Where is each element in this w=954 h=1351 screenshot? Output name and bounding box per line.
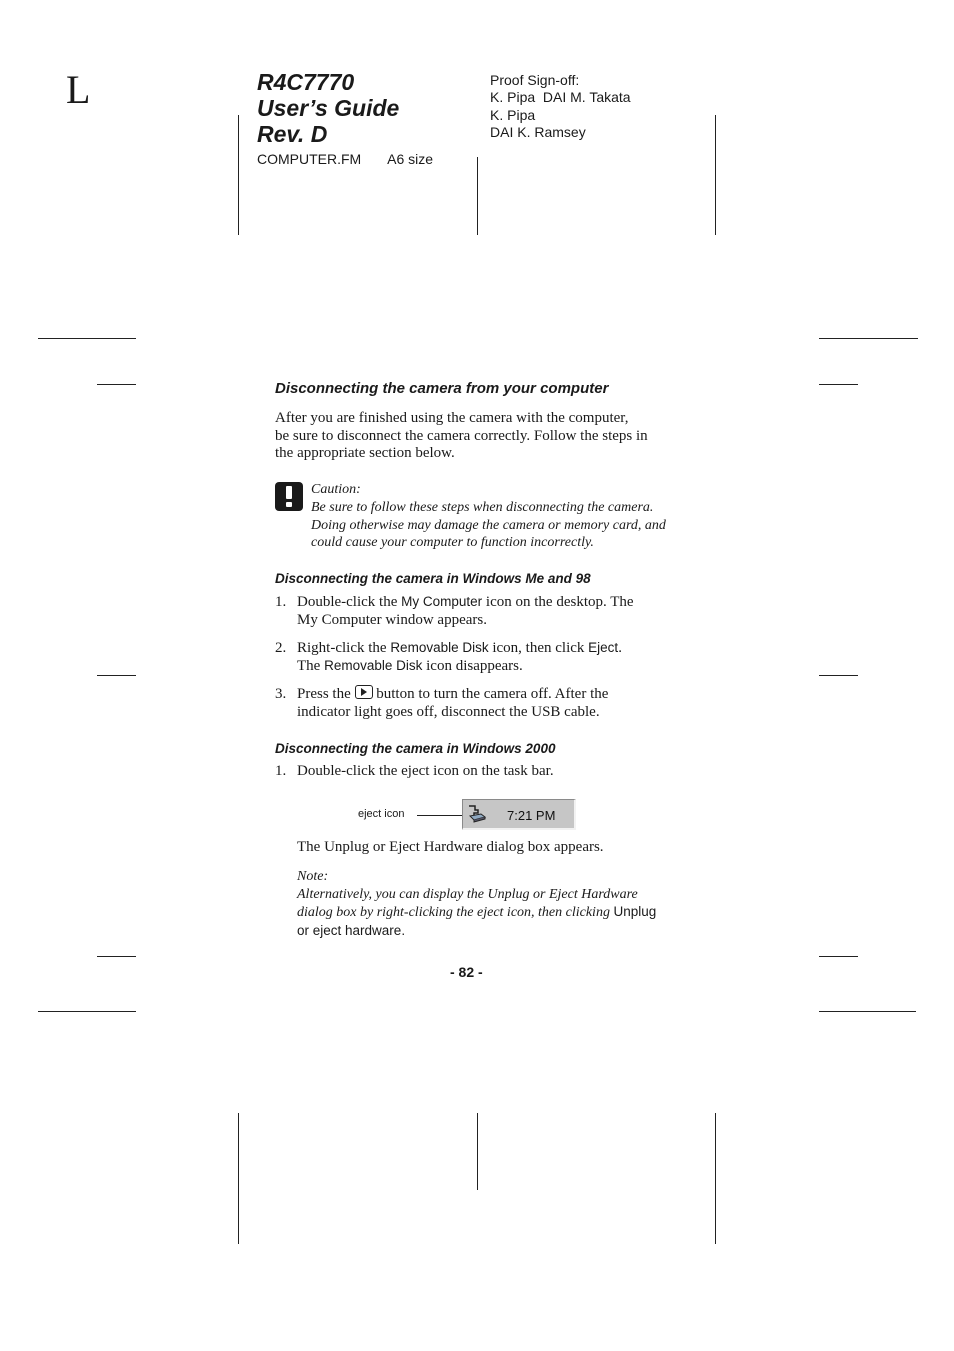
- text-span: .: [618, 640, 622, 656]
- crop-mark: [38, 1011, 136, 1012]
- file-name: COMPUTER.FM: [257, 151, 362, 167]
- list-item: [275, 593, 665, 629]
- crop-mark: [238, 1113, 239, 1244]
- system-tray: [462, 799, 576, 830]
- crop-mark: [715, 1113, 716, 1244]
- text-span: button to turn the camera off. After the: [372, 686, 609, 702]
- caution-block: [311, 481, 666, 552]
- list-item: [275, 685, 665, 721]
- crop-mark: [38, 338, 136, 339]
- crop-mark: [819, 956, 858, 957]
- proof-signoff: [490, 72, 631, 141]
- proof-title: Proof Sign-off:: [490, 72, 580, 88]
- text-span: The: [297, 658, 325, 674]
- proof-line: K. Pipa: [490, 106, 536, 123]
- note-title: Note:: [297, 869, 329, 884]
- callout-leader-line: [417, 815, 462, 816]
- intro-paragraph: [275, 410, 648, 463]
- title-line: User’s Guide: [257, 95, 400, 121]
- crop-mark: [97, 675, 136, 676]
- text-span: Right-click the: [297, 640, 391, 656]
- title-line: R4C7770: [257, 69, 355, 95]
- crop-mark: [97, 384, 136, 385]
- text-line: Doing otherwise may damage the camera or memory card, and: [311, 517, 666, 533]
- subsection-heading: Disconnecting the camera in Windows Me and 98: [275, 571, 591, 586]
- proof-line: DAI K. Ramsey: [490, 123, 586, 140]
- step-number: 1.: [275, 763, 287, 779]
- text-span: icon disappears.: [422, 658, 523, 674]
- title-line: Rev. D: [257, 121, 328, 147]
- caution-title: Caution:: [311, 482, 361, 497]
- text-line: Be sure to follow these steps when disconnecting the camera.: [311, 499, 654, 515]
- text-line: After you are finished using the camera with the computer,: [275, 410, 629, 426]
- crop-mark: [819, 338, 918, 339]
- corner-mark: L: [66, 67, 91, 112]
- text-line: Alternatively, you can display the Unplug or Eject Hardware: [297, 886, 638, 902]
- text-span: Double-click the: [297, 594, 402, 610]
- text-span: icon on the desktop. The: [482, 594, 634, 610]
- step-number: 2.: [275, 640, 287, 656]
- eject-icon-callout-label: eject icon: [358, 808, 405, 820]
- crop-mark: [819, 675, 858, 676]
- ui-term-unplug: Unplug: [613, 904, 657, 919]
- ui-term-eject-hardware: or eject hardware: [297, 922, 402, 938]
- text-line: could cause your computer to function incorrectly.: [311, 535, 594, 551]
- ui-term-removable-disk: Removable Disk: [324, 658, 423, 673]
- file-info: [257, 151, 433, 167]
- list-item: [275, 762, 665, 780]
- text-line: indicator light goes off, disconnect the USB cable.: [297, 704, 600, 720]
- step-number: 1.: [275, 594, 287, 610]
- ui-term-removable-disk: Removable Disk: [390, 640, 489, 655]
- ui-term-eject: Eject: [588, 640, 619, 655]
- crop-mark: [477, 157, 478, 235]
- text-line: Double-click the eject icon on the task bar.: [297, 763, 554, 779]
- crop-mark: [715, 115, 716, 235]
- play-button-icon: [355, 685, 373, 699]
- size-label: A6 size: [387, 151, 434, 167]
- crop-mark: [819, 1011, 916, 1012]
- tray-clock: 7:21 PM: [507, 808, 556, 823]
- text-span: icon, then click: [488, 640, 589, 656]
- subsection-heading: Disconnecting the camera in Windows 2000: [275, 741, 556, 756]
- eject-hardware-icon[interactable]: [466, 804, 488, 824]
- note-block: [297, 868, 677, 940]
- crop-mark: [819, 384, 858, 385]
- text-line: be sure to disconnect the camera correctly. Follow the steps in: [275, 427, 648, 444]
- section-heading: Disconnecting the camera from your computer: [275, 380, 609, 397]
- crop-mark: [477, 1113, 478, 1190]
- ui-term-my-computer: My Computer: [401, 594, 483, 609]
- crop-mark: [97, 956, 136, 957]
- document-title: [257, 69, 399, 147]
- step-number: 3.: [275, 686, 287, 702]
- page-number: - 82 -: [450, 964, 483, 980]
- text-line: the appropriate section below.: [275, 445, 455, 462]
- result-text: The Unplug or Eject Hardware dialog box appears.: [297, 839, 604, 855]
- proof-line: K. Pipa DAI M. Takata: [490, 89, 631, 106]
- text-span: .: [401, 922, 406, 938]
- caution-exclamation-icon: [275, 482, 303, 511]
- text-line: My Computer window appears.: [297, 612, 487, 628]
- crop-mark: [238, 115, 239, 235]
- text-span: dialog box by right-clicking the eject icon, then clicking: [297, 905, 614, 920]
- list-item: [275, 639, 665, 675]
- text-span: Press the: [297, 686, 355, 702]
